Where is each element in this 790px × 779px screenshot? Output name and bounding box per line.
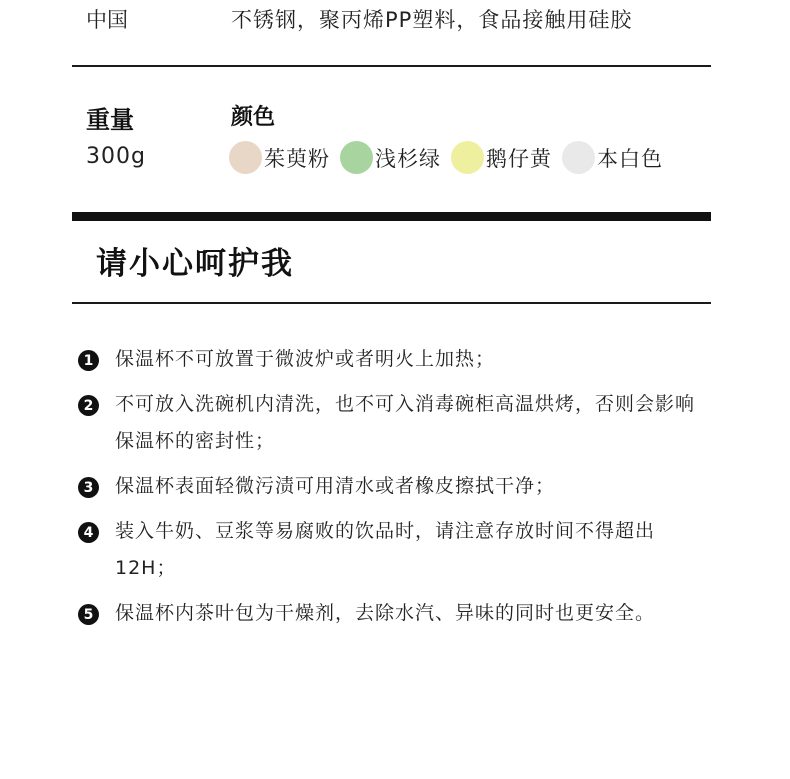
color-swatch	[562, 141, 595, 174]
care-item-text: 保温杯表面轻微污渍可用清水或者橡皮擦拭干净；	[115, 475, 556, 497]
color-swatch	[229, 141, 262, 174]
origin-value: 中国	[86, 8, 128, 32]
care-item	[78, 341, 718, 378]
color-name: 本白色	[597, 146, 663, 171]
color-swatch	[451, 141, 484, 174]
care-item-text: 保温杯不可放置于微波炉或者明火上加热；	[115, 348, 496, 370]
color-option	[229, 141, 330, 174]
care-item	[78, 386, 718, 460]
number-badge-icon: 3	[78, 477, 99, 498]
care-item-text: 不可放入洗碗机内清洗，也不可入消毒碗柜高温烘烤，否则会影响保温杯的密封性；	[115, 393, 696, 452]
color-swatch	[340, 141, 373, 174]
care-item-text: 保温杯内茶叶包为干燥剂，去除水汽、异味的同时也更安全。	[115, 602, 656, 624]
number-badge-icon: 2	[78, 395, 99, 416]
color-swatch-list	[229, 141, 673, 174]
color-name: 浅杉绿	[375, 146, 441, 171]
care-item-text: 装入牛奶、豆浆等易腐败的饮品时，请注意存放时间不得超出12H；	[115, 520, 656, 579]
color-option	[340, 141, 441, 174]
color-label: 颜色	[231, 105, 276, 130]
care-item	[78, 595, 718, 632]
care-item	[78, 513, 718, 587]
weight-value: 300g	[86, 144, 146, 169]
care-title-divider	[72, 302, 711, 304]
material-value: 不锈钢，聚丙烯PP塑料，食品接触用硅胶	[231, 8, 633, 32]
color-option	[562, 141, 663, 174]
number-badge-icon: 1	[78, 350, 99, 371]
color-name: 鹅仔黄	[486, 146, 552, 171]
number-badge-icon: 4	[78, 522, 99, 543]
weight-label: 重量	[86, 106, 134, 134]
color-name: 茱萸粉	[264, 146, 330, 171]
care-section-title: 请小心呵护我	[96, 246, 294, 282]
care-item	[78, 468, 718, 505]
number-badge-icon: 5	[78, 604, 99, 625]
section-divider-thick	[72, 212, 711, 221]
color-option	[451, 141, 552, 174]
care-instructions-list	[78, 341, 718, 640]
divider-top	[72, 65, 711, 67]
